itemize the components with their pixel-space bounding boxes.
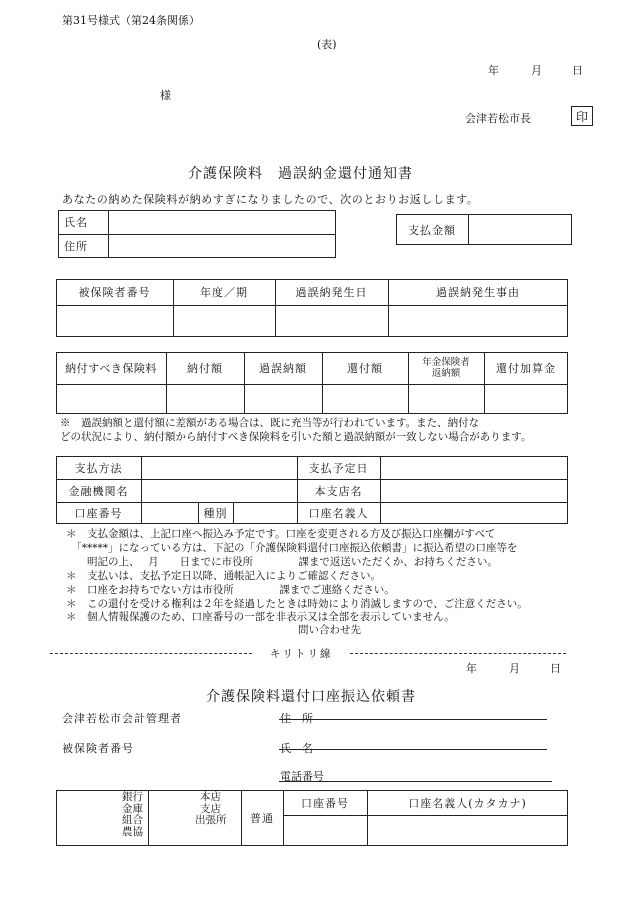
address-field[interactable] <box>110 236 334 256</box>
premium-due-header: 納付すべき保険料 <box>65 362 157 375</box>
contact-label: 問い合わせ先 <box>298 624 361 636</box>
bank-type-kinko: 金庫 <box>122 802 143 815</box>
form-number: 第31号様式（第24条関係） <box>62 14 200 27</box>
branch-type-shuchojo: 出張所 <box>195 814 227 826</box>
bank-type-nokyo: 農協 <box>122 825 143 838</box>
request-address-field[interactable] <box>279 707 547 720</box>
payment-amount-field[interactable] <box>470 216 570 243</box>
seal-mark: 印 <box>571 106 593 126</box>
insured-number-header: 被保険者番号 <box>78 286 151 299</box>
note-item: ＊ 支払いは、支払予定日以降、通帳記入によりご確認ください。 <box>66 570 381 582</box>
form-side: (表) <box>317 38 337 51</box>
note-item: 明記の上、 月 日までに市役所 課まで返送いただくか、お持ちください。 <box>66 556 498 568</box>
request-phone-field[interactable] <box>279 768 552 782</box>
name-field[interactable] <box>110 212 334 232</box>
cut-line-left <box>50 653 252 654</box>
paid-amount-header: 納付額 <box>187 362 223 375</box>
cut-line-right <box>350 653 566 654</box>
note-item: ＊ 個人情報保護のため、口座番号の一部を非表示又は全部を表示していません。 <box>66 611 455 623</box>
branch-type-shiten: 支店 <box>200 802 221 815</box>
pension-return-header <box>408 352 484 384</box>
notice-title: 介護保険料 過誤納金還付通知書 <box>188 166 413 182</box>
name-label: 氏名 <box>64 216 88 229</box>
pension-return-line1: 年金保険者 <box>422 357 470 368</box>
payment-date-label: 支払予定日 <box>308 461 369 475</box>
overpayment-date-header: 過誤納発生日 <box>295 286 368 299</box>
cut-line-label: キリトリ線 <box>270 648 333 660</box>
payment-method-label: 支払方法 <box>74 461 123 475</box>
account-type-futsu: 普通 <box>250 812 274 825</box>
request-day: 日 <box>550 662 561 675</box>
payment-amount-label: 支払金額 <box>408 223 456 237</box>
overpayment-reason-header: 過誤納発生事由 <box>436 286 520 299</box>
account-type-label: 種別 <box>203 507 228 520</box>
pension-return-line2: 返納額 <box>431 368 461 379</box>
request-year: 年 <box>466 662 477 675</box>
header-day: 日 <box>572 64 583 77</box>
note-item: ＊ この還付を受ける権利は２年を経過したときは時効により消滅しますので、ご注意ください。 <box>66 598 528 610</box>
refund-addition-header: 還付加算金 <box>496 362 556 375</box>
note-item: ＊ 口座をお持ちでない方は市役所 課までご連絡ください。 <box>66 584 395 596</box>
account-number-label: 口座番号 <box>74 507 123 520</box>
note-item: 「*****」になっている方は、下記の「介護保険料還付口座振込依頼書」に振込希望の口座等を <box>66 542 518 554</box>
bank-type-kumiai: 組合 <box>122 814 143 826</box>
bank-name-label: 金融機関名 <box>68 484 129 498</box>
note-difference-line2: どの状況により、納付額から納付すべき保険料を引いた額と過誤納額が一致しない場合があります。 <box>60 431 532 443</box>
refund-amount-header: 還付額 <box>347 362 383 375</box>
request-title: 介護保険料還付口座振込依頼書 <box>206 689 416 705</box>
request-name-field[interactable] <box>279 737 547 750</box>
overpaid-amount-header: 過誤納額 <box>259 362 307 375</box>
branch-name-label: 本支店名 <box>314 484 363 498</box>
request-account-number-field[interactable] <box>285 817 365 844</box>
account-holder-label: 口座名義人 <box>308 507 369 520</box>
branch-type-honten: 本店 <box>200 791 221 803</box>
notice-intro: あなたの納めた保険料が納めすぎになりましたので、次のとおりお返しします。 <box>62 193 479 206</box>
recipient-sama: 様 <box>160 89 171 102</box>
request-phone-label: 電話番号 <box>280 770 324 783</box>
request-address-label: 住 所 <box>280 712 313 725</box>
request-account-number-label: 口座番号 <box>301 796 349 810</box>
request-account-holder-field[interactable] <box>369 817 566 844</box>
header-year: 年 <box>488 64 499 77</box>
request-month: 月 <box>509 662 520 675</box>
header-month: 月 <box>531 64 542 77</box>
issuer: 会津若松市長 <box>465 112 531 125</box>
branch-type-list <box>195 791 227 827</box>
request-insured-number-label: 被保険者番号 <box>62 742 134 755</box>
request-account-holder-label: 口座名義人(カタカナ) <box>408 796 527 810</box>
note-difference-line1: ※ 過誤納額と還付額に差額がある場合は、既に充当等が行われています。また、納付な <box>60 417 480 429</box>
request-addressee: 会津若松市会計管理者 <box>62 712 182 725</box>
address-label: 住所 <box>64 240 88 253</box>
bank-type-ginko: 銀行 <box>122 791 143 803</box>
request-name-label: 氏 名 <box>280 742 313 755</box>
bank-type-list <box>122 792 143 838</box>
note-item: ＊ 支払金額は、上記口座へ振込み予定です。口座を変更される方及び振込口座欄がすべて <box>66 528 496 540</box>
fiscal-period-header: 年度／期 <box>200 286 248 299</box>
